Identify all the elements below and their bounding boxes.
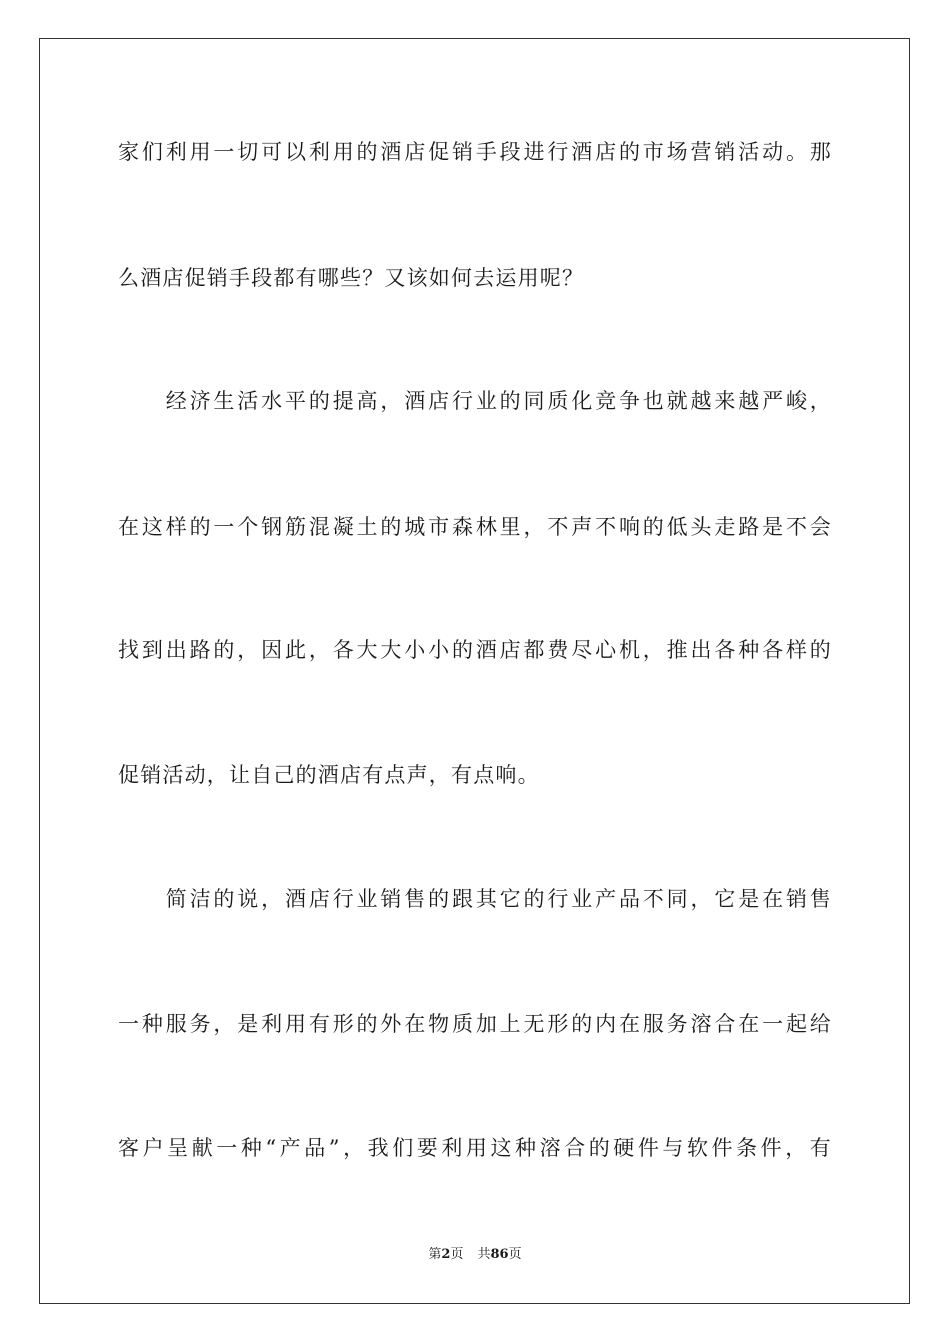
body-text-line: 促销活动，让自己的酒店有点声，有点响。 <box>118 763 540 787</box>
body-text-line: 在这样的一个钢筋混凝土的城市森林里，不声不响的低头走路是不会 <box>118 515 832 539</box>
footer-page-number: 2 <box>441 1247 451 1262</box>
footer-total-pages: 86 <box>490 1247 509 1262</box>
paragraph-first-line: 经济生活水平的提高，酒店行业的同质化竞争也就越来越严峻， <box>118 389 832 413</box>
page-border <box>39 38 910 1304</box>
footer-total-suffix: 页 <box>508 1247 522 1262</box>
body-text-line: 家们利用一切可以利用的酒店促销手段进行酒店的市场营销活动。那 <box>118 140 832 164</box>
body-text-line: 一种服务，是利用有形的外在物质加上无形的内在服务溶合在一起给 <box>118 1012 832 1036</box>
body-text-line: 客户呈献一种“产品”，我们要利用这种溶合的硬件与软件条件，有 <box>118 1136 832 1160</box>
paragraph-first-line: 简洁的说，酒店行业销售的跟其它的行业产品不同，它是在销售 <box>118 887 832 911</box>
body-text-line: 么酒店促销手段都有哪些？又该如何去运用呢？ <box>118 266 585 290</box>
footer-page-prefix: 第 <box>428 1247 442 1262</box>
page-footer <box>0 1246 950 1264</box>
body-text-line: 找到出路的，因此，各大大小小的酒店都费尽心机，推出各种各样的 <box>118 638 832 662</box>
footer-total-prefix: 共 <box>477 1247 491 1262</box>
footer-page-suffix: 页 <box>450 1247 464 1262</box>
